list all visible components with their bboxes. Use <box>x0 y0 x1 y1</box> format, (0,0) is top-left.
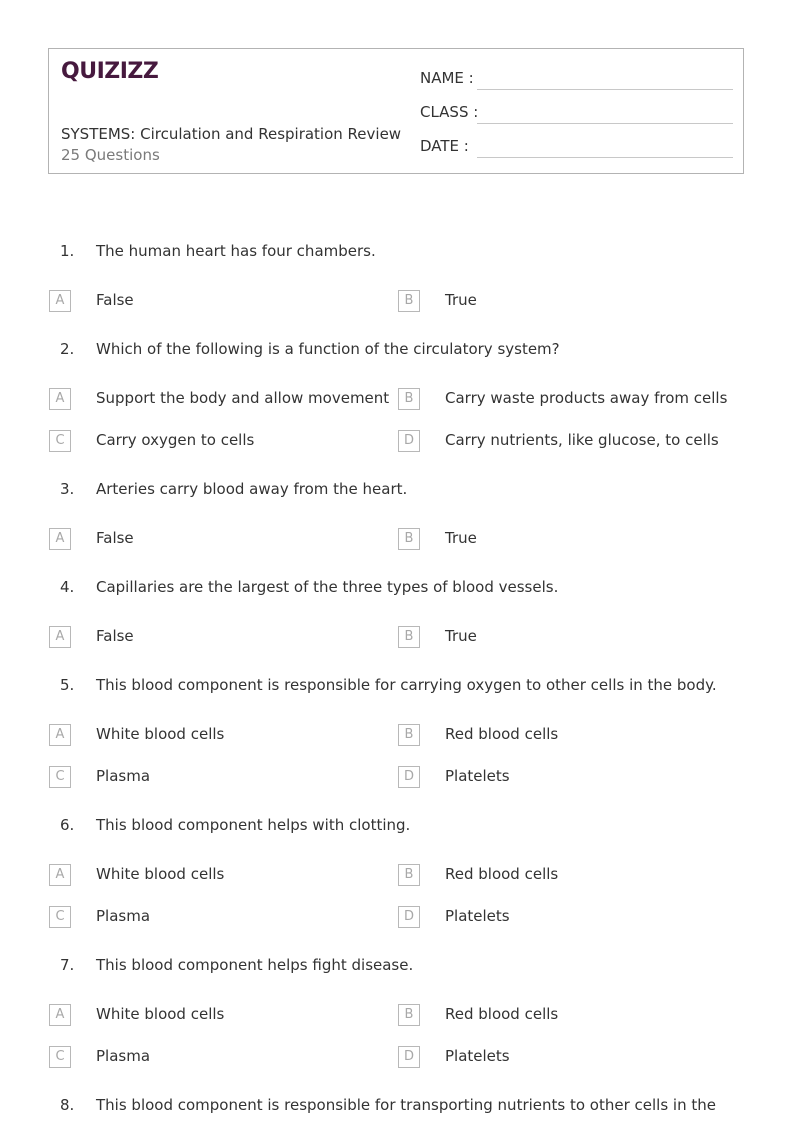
question-number: 3. <box>60 480 75 498</box>
option-b-box[interactable]: B <box>398 864 420 886</box>
option-b-box[interactable]: B <box>398 724 420 746</box>
option-a-box[interactable]: A <box>49 1004 71 1026</box>
option-c-text: Plasma <box>96 767 151 785</box>
option-b-box[interactable]: B <box>398 388 420 410</box>
option-a-box[interactable]: A <box>49 388 71 410</box>
option-c-box[interactable]: C <box>49 430 71 452</box>
class-label: CLASS : <box>420 103 479 121</box>
option-b-box[interactable]: B <box>398 290 420 312</box>
name-field[interactable] <box>477 89 733 90</box>
option-c-text: Plasma <box>96 907 151 925</box>
question-text: Capillaries are the largest of the three types of blood vessels. <box>96 578 559 596</box>
date-label: DATE : <box>420 137 469 155</box>
option-a-text: False <box>96 627 134 645</box>
option-c-text: Plasma <box>96 1047 151 1065</box>
class-field[interactable] <box>477 123 733 124</box>
question-number: 8. <box>60 1096 75 1114</box>
option-b-box[interactable]: B <box>398 1004 420 1026</box>
option-b-text: Red blood cells <box>445 1005 559 1023</box>
question-text: This blood component helps fight disease. <box>96 956 414 974</box>
question-number: 4. <box>60 578 75 596</box>
question-number: 2. <box>60 340 75 358</box>
question-number: 5. <box>60 676 75 694</box>
option-a-text: White blood cells <box>96 725 225 743</box>
option-d-box[interactable]: D <box>398 430 420 452</box>
option-b-text: Red blood cells <box>445 725 559 743</box>
option-a-text: Support the body and allow movement <box>96 389 390 407</box>
option-b-text: True <box>445 291 477 309</box>
worksheet-header <box>48 48 744 174</box>
question-number: 6. <box>60 816 75 834</box>
question-text: This blood component is responsible for carrying oxygen to other cells in the body. <box>96 676 717 694</box>
option-b-text: Red blood cells <box>445 865 559 883</box>
question-number: 7. <box>60 956 75 974</box>
option-d-text: Carry nutrients, like glucose, to cells <box>445 431 719 449</box>
option-a-text: White blood cells <box>96 865 225 883</box>
option-b-box[interactable]: B <box>398 528 420 550</box>
option-c-box[interactable]: C <box>49 906 71 928</box>
option-c-text: Carry oxygen to cells <box>96 431 255 449</box>
option-d-text: Platelets <box>445 907 510 925</box>
option-b-text: Carry waste products away from cells <box>445 389 728 407</box>
option-d-text: Platelets <box>445 1047 510 1065</box>
option-d-text: Platelets <box>445 767 510 785</box>
question-text: Which of the following is a function of the circulatory system? <box>96 340 560 358</box>
question-text: This blood component helps with clotting. <box>96 816 411 834</box>
option-c-box[interactable]: C <box>49 1046 71 1068</box>
date-field[interactable] <box>477 157 733 158</box>
question-count: 25 Questions <box>61 146 160 164</box>
option-a-text: White blood cells <box>96 1005 225 1023</box>
question-number: 1. <box>60 242 75 260</box>
name-label: NAME : <box>420 69 474 87</box>
quizizz-logo[interactable]: QUIZIZZ <box>61 59 159 84</box>
worksheet-title: SYSTEMS: Circulation and Respiration Review <box>61 125 402 143</box>
option-a-text: False <box>96 529 134 547</box>
option-d-box[interactable]: D <box>398 906 420 928</box>
option-a-box[interactable]: A <box>49 724 71 746</box>
option-b-text: True <box>445 529 477 547</box>
option-b-text: True <box>445 627 477 645</box>
option-d-box[interactable]: D <box>398 766 420 788</box>
option-a-box[interactable]: A <box>49 864 71 886</box>
option-a-box[interactable]: A <box>49 290 71 312</box>
option-a-box[interactable]: A <box>49 626 71 648</box>
option-c-box[interactable]: C <box>49 766 71 788</box>
question-text: Arteries carry blood away from the heart. <box>96 480 408 498</box>
option-b-box[interactable]: B <box>398 626 420 648</box>
question-text: The human heart has four chambers. <box>96 242 376 260</box>
option-d-box[interactable]: D <box>398 1046 420 1068</box>
option-a-text: False <box>96 291 134 309</box>
option-a-box[interactable]: A <box>49 528 71 550</box>
question-text: This blood component is responsible for transporting nutrients to other cells in the <box>96 1096 716 1114</box>
